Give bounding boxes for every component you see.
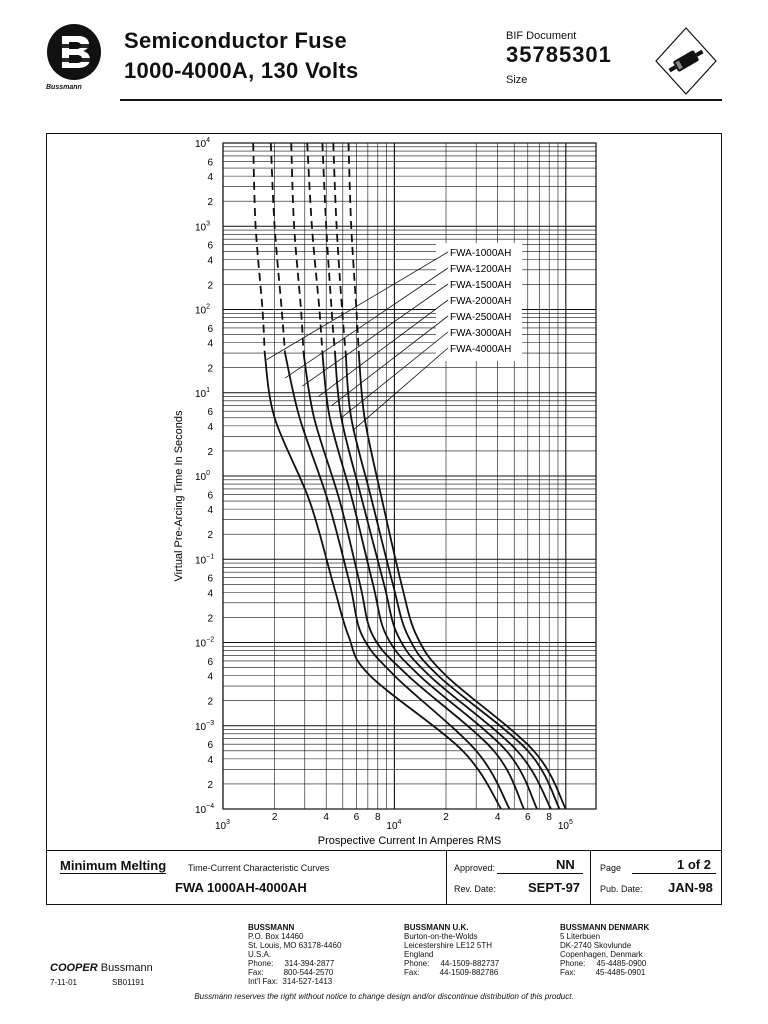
legend-label: FWA-4000AH [450, 344, 512, 355]
legend-label: FWA-2000AH [450, 296, 512, 307]
curve-dashed-fwa-1000ah [253, 143, 265, 353]
y-tick-label: 6 [207, 573, 213, 585]
address-line: Burton-on-the-Wolds [404, 932, 478, 941]
pub-date-value: JAN-98 [668, 880, 713, 895]
y-tick-label: 4 [207, 754, 213, 766]
document-number: 35785301 [506, 42, 612, 67]
disclaimer: Bussmann reserves the right without notice to change design and/or discontinue distribution of this product. [194, 992, 574, 1001]
curve-fwa-2000ah [322, 353, 537, 809]
address-line: DK-2740 Skovlunde [560, 941, 632, 950]
address-name: BUSSMANN U.K. [404, 923, 469, 932]
x-tick-exponent: 5 [568, 819, 573, 826]
address-line: St. Louis, MO 63178-4460 [248, 941, 342, 950]
legend-leader-line [332, 316, 448, 406]
address-line: 5 Literbuen [560, 932, 601, 941]
address-line: Leicestershire LE12 5TH [404, 941, 493, 950]
pub-date-label: Pub. Date: [600, 884, 643, 894]
y-tick-label: 4 [207, 421, 213, 433]
y-tick-label: $10^3$ [195, 220, 211, 234]
brand-name: Bussmann [46, 84, 82, 91]
curve-description: Time-Current Characteristic Curves [188, 863, 330, 873]
y-tick-label: 6 [207, 490, 213, 502]
curve-dashed-fwa-2000ah [307, 143, 322, 353]
address-line: Copenhagen, Denmark [560, 950, 643, 959]
info-divider [590, 851, 591, 905]
address-line: Phone: 45-4485-0900 [560, 959, 647, 968]
y-tick-label: 4 [207, 588, 213, 600]
x-tick-label: 2 [271, 812, 278, 823]
series-range: FWA 1000AH-4000AH [175, 880, 307, 895]
x-tick-label: $10^4$ [386, 819, 402, 832]
cooper-sub-brand: Bussmann [100, 962, 153, 974]
y-tick-exponent: 1 [206, 386, 211, 394]
y-tick-label: 6 [207, 323, 213, 335]
legend-label: FWA-1200AH [450, 264, 512, 275]
x-axis-label: Prospective Current In Amperes RMS [317, 835, 502, 847]
y-tick-exponent: −2 [206, 636, 215, 644]
cooper-logo [50, 962, 153, 974]
x-tick-labels [215, 812, 573, 832]
info-divider [446, 851, 447, 905]
address-name: BUSSMANN DENMARK [560, 923, 650, 932]
address-line: P.O. Box 14460 [248, 932, 304, 941]
y-tick-label: 2 [207, 446, 213, 458]
address-line: Int'l Fax: 314-527-1413 [248, 977, 333, 986]
y-tick-label: 2 [207, 696, 213, 708]
y-tick-label: 6 [207, 240, 213, 252]
x-tick-label: 2 [443, 812, 449, 823]
y-tick-label: 4 [207, 671, 213, 683]
x-tick-exponent: 4 [397, 819, 402, 826]
date-code: 7-11-01 [50, 978, 77, 987]
cooper-brand: COOPER [50, 962, 98, 974]
y-tick-label: $10^2$ [195, 303, 211, 317]
curve-dashed-fwa-1200ah [271, 143, 285, 353]
y-tick-exponent: 0 [206, 470, 211, 477]
address-line: Fax: 45-4485-0901 [560, 968, 646, 977]
y-tick-exponent: −3 [206, 719, 215, 727]
curve-fwa-1500ah [304, 353, 525, 809]
approved-underline [497, 873, 583, 874]
y-tick-exponent: −4 [206, 803, 215, 810]
size-label: Size [506, 74, 528, 86]
y-tick-exponent: 3 [206, 220, 211, 228]
y-tick-label: $10^1$ [195, 386, 211, 400]
curve-dashed-fwa-4000ah [349, 143, 359, 353]
y-tick-label: 6 [207, 740, 213, 752]
legend-label: FWA-3000AH [450, 328, 512, 339]
x-tick-label: 6 [353, 812, 360, 823]
curve-dashed-fwa-2500ah [322, 143, 335, 353]
address-name: BUSSMANN [248, 923, 295, 932]
legend-leader-line [267, 252, 448, 360]
page-subtitle: 1000-4000A, 130 Volts [124, 58, 359, 83]
y-tick-label: $10^{-2}$ [195, 636, 215, 650]
curve-dashed-fwa-1500ah [291, 143, 303, 353]
x-tick-label: 4 [323, 812, 329, 823]
y-tick-labels [195, 137, 214, 816]
time-current-chart [46, 133, 722, 851]
chart-grid [223, 143, 596, 809]
x-tick-label: $10^5$ [557, 819, 573, 832]
x-tick-label: 6 [525, 812, 531, 823]
legend-leader-line [302, 284, 448, 386]
header-divider [120, 99, 722, 101]
y-tick-label: 2 [207, 363, 213, 375]
address-us [248, 923, 341, 986]
page-underline [632, 873, 716, 874]
curve-type-label: Minimum Melting [60, 858, 167, 873]
x-tick-label: 8 [375, 812, 381, 823]
address-line: Fax: 44-1509-882786 [404, 968, 499, 977]
y-tick-label: $10^{-3}$ [195, 719, 215, 733]
page-label: Page [600, 863, 622, 873]
y-tick-label: 4 [207, 255, 213, 267]
y-tick-exponent: 4 [206, 137, 211, 144]
y-tick-label: 2 [207, 530, 213, 542]
y-tick-exponent: 2 [206, 303, 211, 311]
doc-code: SB01191 [112, 978, 145, 987]
y-tick-label: 2 [207, 779, 213, 791]
rev-date-label: Rev. Date: [454, 884, 496, 894]
bussmann-logo-icon [44, 22, 104, 88]
page-title: Semiconductor Fuse [124, 28, 347, 53]
curve-fwa-2500ah [335, 353, 551, 809]
curve-dashed-fwa-3000ah [333, 143, 345, 353]
y-tick-label: 4 [207, 172, 213, 184]
y-tick-label: $10^4$ [195, 137, 211, 150]
x-tick-label: 8 [546, 812, 552, 823]
bif-label: BIF Document [506, 30, 577, 42]
y-tick-label: 4 [207, 505, 213, 517]
fuse-size-icon [654, 26, 718, 96]
legend-label: FWA-1500AH [450, 280, 512, 291]
address-line: England [404, 950, 434, 959]
x-tick-label: 4 [494, 812, 501, 823]
y-tick-label: 6 [207, 656, 213, 668]
address-uk [404, 923, 499, 977]
legend-label: FWA-2500AH [450, 312, 512, 323]
y-tick-label: 4 [207, 338, 213, 350]
y-axis-label: Virtual Pre-Arcing Time In Seconds [173, 410, 185, 582]
y-tick-label: $10^{-1}$ [195, 553, 215, 567]
address-line: Fax: 800-544-2570 [248, 968, 334, 977]
y-tick-label: 6 [207, 157, 213, 169]
address-line: U.S.A. [248, 950, 272, 959]
y-tick-label: 2 [207, 280, 213, 292]
y-tick-label: 6 [207, 407, 213, 419]
page-value: 1 of 2 [677, 857, 711, 872]
address-line: Phone: 44-1509-882737 [404, 959, 500, 968]
y-tick-label: $10^{-4}$ [195, 803, 215, 816]
x-tick-label: $10^3$ [215, 819, 231, 832]
address-denmark [560, 923, 649, 977]
approved-label: Approved: [454, 863, 496, 873]
approved-value: NN [556, 857, 575, 872]
rev-date-value: SEPT-97 [528, 880, 581, 895]
x-tick-exponent: 3 [226, 819, 231, 826]
legend-leader-line [318, 300, 448, 397]
y-tick-exponent: −1 [206, 553, 215, 561]
y-tick-label: 2 [207, 613, 213, 625]
y-tick-label: $10^0$ [195, 470, 211, 483]
y-tick-label: 2 [207, 197, 213, 209]
address-line: Phone: 314-394-2877 [248, 959, 335, 968]
curve-fwa-4000ah [359, 353, 566, 809]
legend-label: FWA-1000AH [450, 248, 512, 259]
